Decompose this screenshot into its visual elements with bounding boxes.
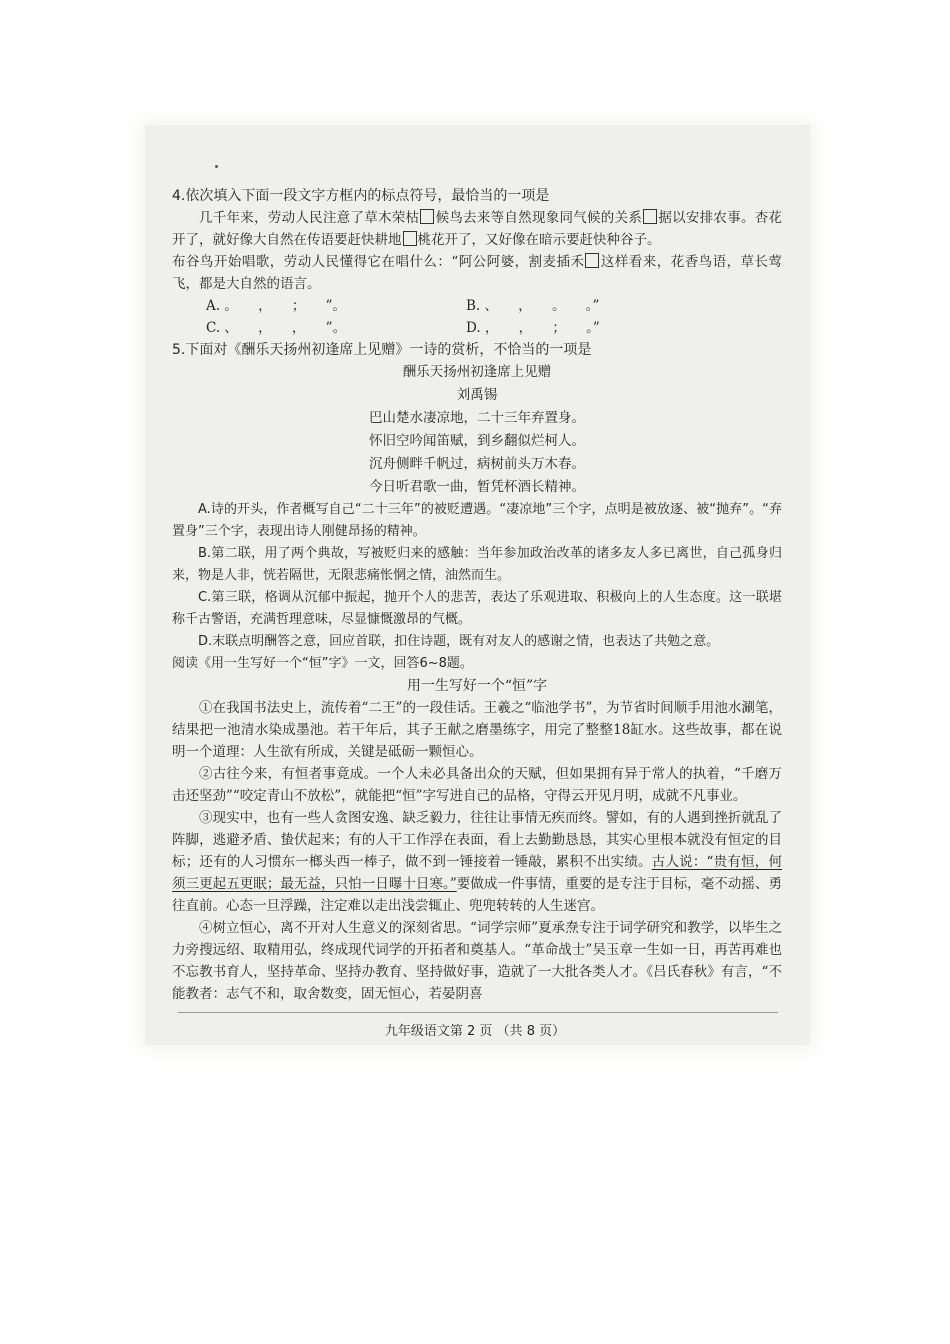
page-content — [172, 185, 782, 1005]
blank-box-2 — [643, 209, 657, 224]
passage-text: 桃花开了，又好像在暗示要赶快种谷子。 — [417, 232, 661, 248]
option-b: B. 、 ， 。 。” — [466, 298, 600, 314]
passage-text: 这样看来，花香鸟语，草长莺飞，都是大自然的语言。 — [172, 254, 782, 292]
essay-paragraph-4: ④树立恒心，离不开对人生意义的深刻省思。“词学宗师”夏承焘专注于词学研究和教学，以毕生之力旁搜远绍、取精用弘，终成现代词学的开拓者和奠基人。“革命战士”吴玉章一生如一日，再苦再难也不忘教书育人，坚持革命、坚持办教育、坚持做好事，造就了一大批各类人才。《吕氏春秋》有言，“不能教者：志气不和，取舍数变，固无恒心，若晏阴喜 — [172, 920, 782, 1002]
poem — [172, 361, 782, 499]
option-a: A. 。 ， ； ”。 — [206, 298, 346, 314]
blank-box-1 — [420, 209, 434, 224]
poem-line: 今日听君歌一曲，暂凭杯酒长精神。 — [369, 479, 585, 495]
question-5-option-a: A.诗的开头，作者概写自己“二十三年”的被贬遭遇。“凄凉地”三个字，点明是被放逐、被“抛弃”。“弃置身”三个字，表现出诗人刚健昂扬的精神。 — [172, 502, 782, 539]
essay-title: 用一生写好一个“恒”字 — [406, 678, 548, 694]
paragraph-text: ③现实中，也有一些人贪图安逸、缺乏毅力，往往让事情无疾而终。譬如，有的人遇到挫折就乱了阵脚，逃避矛盾、蛰伏起来；有的人干工作浮在表面，看上去勤勤恳恳，其实心里根本就没有恒定的目标；还有的人习惯东一榔头西一棒子，做不到一锤接着一锤敲，累积不出实绩。 — [172, 810, 782, 870]
underlined-quote: 古人说：“贵有恒，何须三更起五更眠；最无益，只怕一日曝十日寒。” — [172, 854, 782, 892]
blank-box-3 — [403, 231, 417, 246]
blank-box-4 — [585, 253, 599, 268]
question-5-title: 5.下面对《酬乐天扬州初逢席上见赠》一诗的赏析，不恰当的一项是 — [172, 342, 592, 358]
option-c: C. 、 ， ， ”。 — [206, 320, 347, 336]
paragraph-text: 要做成一件事情，重要的是专注于目标，毫不动摇、勇往直前。心态一旦浮躁，注定难以走出浅尝辄止、兜兜转转的人生迷宫。 — [172, 876, 782, 914]
question-4-title: 4.依次填入下面一段文字方框内的标点符号，最恰当的一项是 — [172, 188, 550, 204]
passage-text: 布谷鸟开始唱歌，劳动人民懂得它在唱什么：“阿公阿婆，割麦插禾 — [172, 254, 585, 270]
scan-speck — [215, 165, 218, 168]
page-footer: 九年级语文第 2 页 （共 8 页） — [384, 1024, 566, 1039]
poem-author: 刘禹锡 — [456, 387, 498, 403]
poem-title: 酬乐天扬州初逢席上见赠 — [402, 364, 552, 380]
reading-intro: 阅读《用一生写好一个“恒”字》一文，回答6~8题。 — [172, 656, 473, 671]
essay-paragraph-1: ①在我国书法史上，流传着“二王”的一段佳话。王羲之“临池学书”，为节省时间顺手用池水涮笔，结果把一池清水染成墨池。若干年后，其子王献之磨墨练字，用完了整整18缸水。这些故事，都在说明一个道理：人生欲有所成，关键是砥砺一颗恒心。 — [172, 700, 782, 760]
question-4-passage-2 — [172, 251, 782, 295]
passage-text: 候鸟去来等自然现象同气候的关系 — [435, 210, 643, 226]
poem-line: 怀旧空吟闻笛赋，到乡翻似烂柯人。 — [369, 433, 585, 449]
question-5-option-b: B.第二联，用了两个典故，写被贬归来的感触：当年参加政治改革的诸多友人多已离世，自己孤身归来，物是人非，恍若隔世，无限悲痛怅惘之情，油然而生。 — [172, 546, 782, 583]
passage-text: 几千年来，劳动人民注意了草木荣枯 — [199, 210, 420, 226]
essay-paragraph-2: ②古往今来，有恒者事竟成。一个人未必具备出众的天赋，但如果拥有异于常人的执着，“千磨万击还坚劲”“咬定青山不放松”，就能把“恒”字写进自己的品格，守得云开见月明，成就不凡事业。 — [172, 766, 782, 804]
question-5-option-c: C.第三联，格调从沉郁中振起，抛开个人的悲苦，表达了乐观进取、积极向上的人生态度。这一联堪称千古警语，充满哲理意味，尽显慷慨激昂的气概。 — [172, 590, 782, 627]
option-d: D. ， ， ； 。” — [466, 320, 600, 336]
essay-paragraph-3 — [172, 807, 782, 917]
question-4-options — [172, 295, 726, 339]
question-5-option-d: D.末联点明酬答之意，回应首联，扣住诗题，既有对友人的感谢之情，也表达了共勉之意。 — [198, 634, 720, 649]
poem-line: 巴山楚水凄凉地，二十三年弃置身。 — [369, 410, 585, 426]
passage-text: 据以安排农事。杏花开了，就好像大自然在传语要赶快耕地 — [172, 210, 783, 248]
poem-line: 沉舟侧畔千帆过，病树前头万木春。 — [369, 456, 585, 472]
footer-divider — [178, 1012, 778, 1013]
question-4-passage-1 — [172, 207, 782, 251]
